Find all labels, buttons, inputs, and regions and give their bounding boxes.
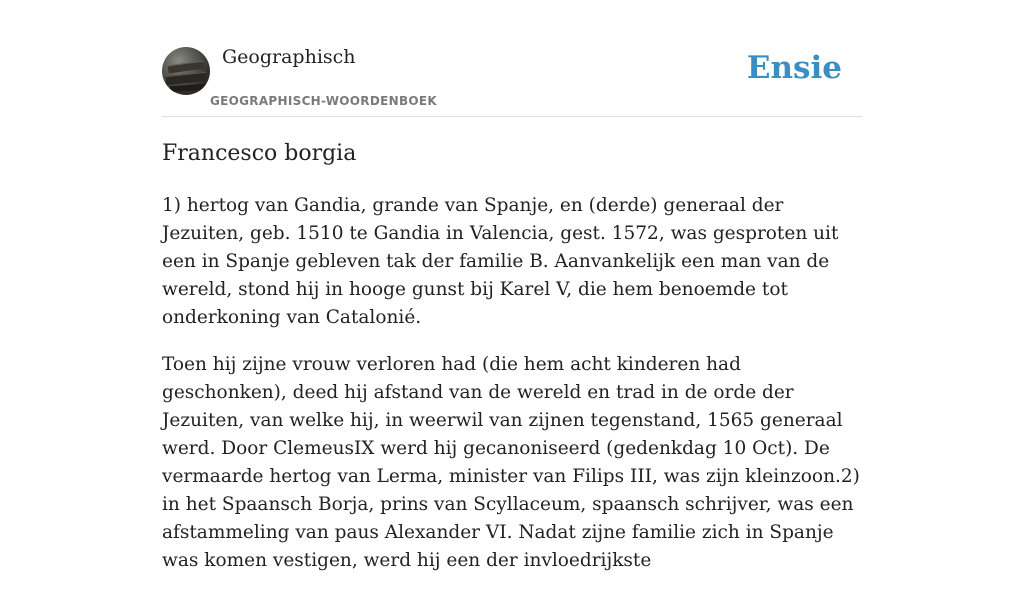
source-avatar[interactable] [162,47,210,95]
source-subtitle-link[interactable]: GEOGRAPHISCH-WOORDENBOEK [210,94,437,108]
book-spine-decoration [170,84,206,92]
entry-title: Francesco borgia [162,141,357,166]
entry-body [162,192,862,594]
source-title-link[interactable]: Geographisch [222,46,356,68]
book-spine-decoration [168,61,205,74]
page-content [162,0,862,571]
entry-paragraph: Toen hij zijne vrouw verloren had (die hem acht kinderen had geschonken), deed hij afstand van de wereld en trad in de orde der Jezuiten, van welke hij, in weerwil van zijnen tegenstand, 1565 generaal werd. Door ClemeusIX werd hij gecanoniseerd (gedenkdag 10 Oct). De vermaarde hertog van Lerma, minister van Filips III, was zijn kleinzoon.2) in het Spaansch Borja, prins van Scyllaceum, spaansch schrijver, was een afstammeling van paus Alexander VI. Nadat zijne familie zich in Spanje was komen vestigen, werd hij een der invloedrijkste [162,354,860,571]
entry-paragraph: 1) hertog van Gandia, grande van Spanje, en (derde) generaal der Jezuiten, geb. 1510 te Gandia in Valencia, gest. 1572, was gesproten uit een in Spanje gebleven tak der familie B. Aanvankelijk een man van de wereld, stond hij in hooge gunst bij Karel V, die hem benoemde tot onderkoning van Catalonié. [162,195,839,328]
entry-header [162,0,862,117]
brand-logo-link[interactable]: Ensie [746,50,842,86]
